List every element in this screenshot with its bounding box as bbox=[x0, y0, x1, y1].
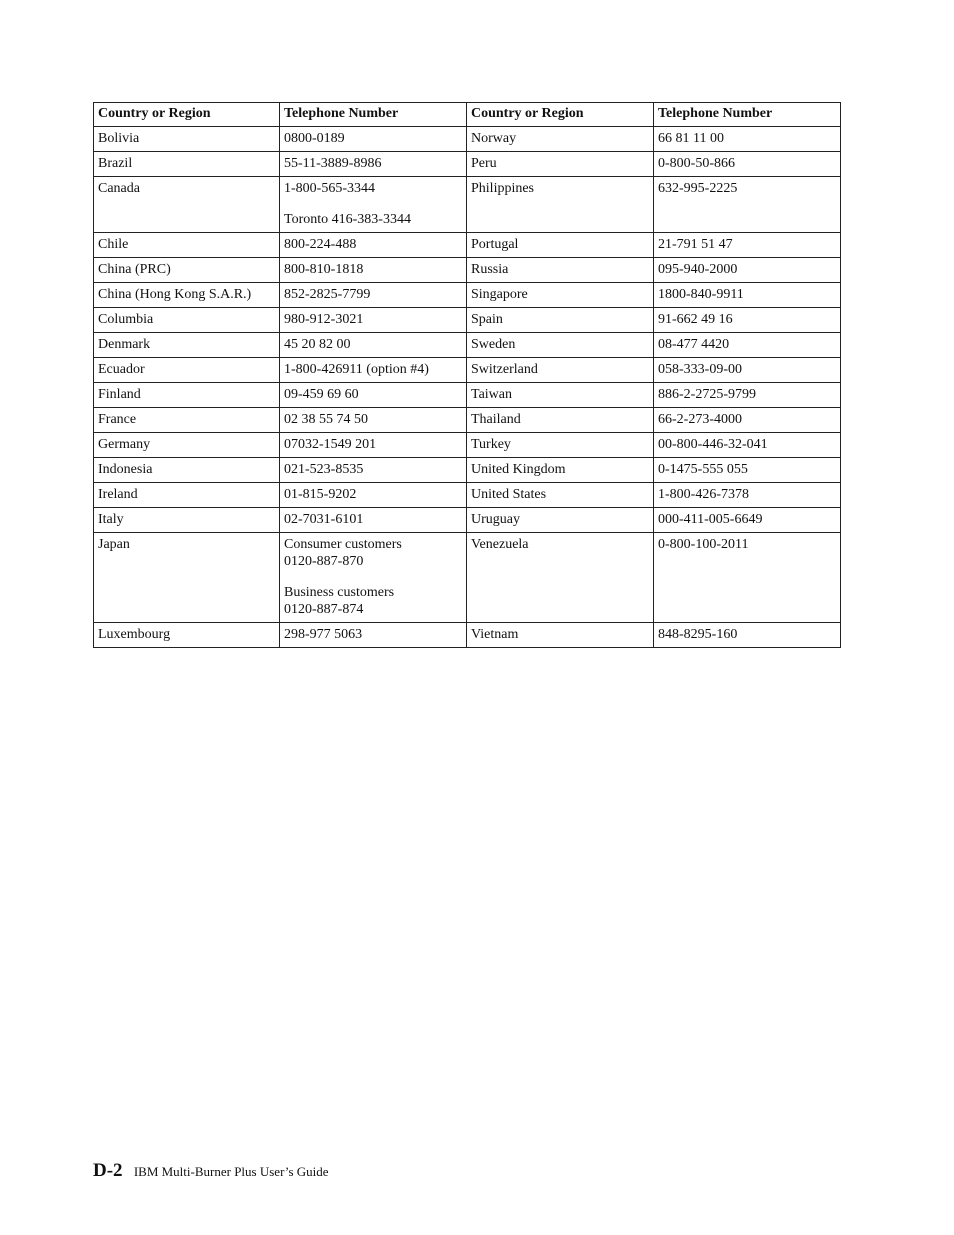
cell-text: Thailand bbox=[471, 412, 521, 427]
telephone-cell bbox=[280, 383, 467, 408]
cell-text: 00-800-446-32-041 bbox=[658, 437, 768, 452]
country-cell bbox=[467, 358, 654, 383]
telephone-cell bbox=[654, 283, 841, 308]
country-cell bbox=[467, 177, 654, 233]
country-cell bbox=[467, 127, 654, 152]
table-row bbox=[94, 408, 841, 433]
country-cell bbox=[94, 333, 280, 358]
cell-text: Business customers bbox=[284, 585, 395, 600]
header-telephone-right: Telephone Number bbox=[654, 103, 841, 127]
cell-text: Brazil bbox=[98, 156, 133, 171]
country-cell bbox=[467, 408, 654, 433]
cell-text: Japan bbox=[98, 537, 130, 552]
cell-text: 91-662 49 16 bbox=[658, 312, 733, 327]
telephone-cell bbox=[654, 358, 841, 383]
telephone-cell bbox=[654, 177, 841, 233]
header-country-right: Country or Region bbox=[467, 103, 654, 127]
cell-text: 07032-1549 201 bbox=[284, 437, 377, 452]
cell-text: 66 81 11 00 bbox=[658, 131, 724, 146]
cell-text: Russia bbox=[471, 262, 509, 277]
cell-text: Canada bbox=[98, 181, 140, 196]
cell-text: 298-977 5063 bbox=[284, 627, 363, 642]
table-row bbox=[94, 333, 841, 358]
telephone-cell bbox=[654, 623, 841, 648]
country-cell bbox=[467, 483, 654, 508]
table-row bbox=[94, 233, 841, 258]
cell-text: Germany bbox=[98, 437, 151, 452]
telephone-cell bbox=[654, 127, 841, 152]
cell-text: 1-800-426-7378 bbox=[658, 487, 749, 502]
cell-text: United States bbox=[471, 487, 547, 502]
country-cell bbox=[94, 508, 280, 533]
table-row bbox=[94, 483, 841, 508]
cell-text: 09-459 69 60 bbox=[284, 387, 359, 402]
cell-text: 800-224-488 bbox=[284, 237, 357, 252]
country-cell bbox=[467, 152, 654, 177]
table-row bbox=[94, 458, 841, 483]
country-cell bbox=[94, 283, 280, 308]
telephone-cell bbox=[280, 177, 467, 233]
cell-text: 0-800-50-866 bbox=[658, 156, 735, 171]
country-cell bbox=[94, 623, 280, 648]
cell-text: Switzerland bbox=[471, 362, 538, 377]
cell-text: 1800-840-9911 bbox=[658, 287, 744, 302]
table-row bbox=[94, 177, 841, 233]
cell-text: 45 20 82 00 bbox=[284, 337, 351, 352]
telephone-cell bbox=[280, 283, 467, 308]
document-title: IBM Multi-Burner Plus User’s Guide bbox=[133, 1164, 329, 1179]
country-cell bbox=[94, 533, 280, 623]
telephone-cell bbox=[654, 458, 841, 483]
country-cell bbox=[467, 508, 654, 533]
cell-text: 848-8295-160 bbox=[658, 627, 738, 642]
cell-text: 1-800-426911 (option #4) bbox=[284, 362, 429, 377]
telephone-cell bbox=[654, 308, 841, 333]
cell-text: Luxembourg bbox=[98, 627, 171, 642]
cell-text: Columbia bbox=[98, 312, 154, 327]
country-cell bbox=[467, 458, 654, 483]
phone-number-table bbox=[93, 102, 841, 648]
country-cell bbox=[467, 333, 654, 358]
cell-text: Philippines bbox=[471, 181, 535, 196]
cell-text: United Kingdom bbox=[471, 462, 566, 477]
telephone-cell bbox=[280, 308, 467, 333]
header-telephone-left: Telephone Number bbox=[280, 103, 467, 127]
cell-text: 852-2825-7799 bbox=[284, 287, 371, 302]
country-cell bbox=[94, 308, 280, 333]
cell-text: 08-477 4420 bbox=[658, 337, 730, 352]
cell-text: Finland bbox=[98, 387, 141, 402]
table-row bbox=[94, 533, 841, 623]
cell-text: 886-2-2725-9799 bbox=[658, 387, 756, 402]
telephone-cell bbox=[280, 152, 467, 177]
telephone-cell bbox=[280, 533, 467, 623]
cell-text: Peru bbox=[471, 156, 497, 171]
table-header-row bbox=[94, 103, 841, 127]
cell-text: 0800-0189 bbox=[284, 131, 345, 146]
cell-text: Bolivia bbox=[98, 131, 140, 146]
country-cell bbox=[467, 533, 654, 623]
country-cell bbox=[94, 433, 280, 458]
cell-text: 0-1475-555 055 bbox=[658, 462, 748, 477]
table-row bbox=[94, 358, 841, 383]
country-cell bbox=[467, 383, 654, 408]
country-cell bbox=[94, 233, 280, 258]
telephone-cell bbox=[280, 623, 467, 648]
telephone-cell bbox=[654, 483, 841, 508]
cell-text: Ecuador bbox=[98, 362, 145, 377]
country-cell bbox=[94, 383, 280, 408]
cell-text: 800-810-1818 bbox=[284, 262, 364, 277]
telephone-cell bbox=[280, 333, 467, 358]
telephone-cell bbox=[280, 233, 467, 258]
table-body bbox=[94, 127, 841, 648]
table-row bbox=[94, 283, 841, 308]
cell-text: 0120-887-874 bbox=[284, 602, 364, 617]
country-cell bbox=[94, 458, 280, 483]
telephone-cell bbox=[280, 358, 467, 383]
telephone-cell bbox=[654, 533, 841, 623]
cell-text: Singapore bbox=[471, 287, 528, 302]
telephone-cell bbox=[654, 333, 841, 358]
telephone-cell bbox=[654, 433, 841, 458]
table-row bbox=[94, 433, 841, 458]
telephone-cell bbox=[654, 408, 841, 433]
cell-text: 095-940-2000 bbox=[658, 262, 738, 277]
cell-text: 55-11-3889-8986 bbox=[284, 156, 382, 171]
country-cell bbox=[467, 433, 654, 458]
telephone-cell bbox=[280, 508, 467, 533]
telephone-cell bbox=[280, 127, 467, 152]
cell-text: 632-995-2225 bbox=[658, 181, 738, 196]
country-cell bbox=[94, 258, 280, 283]
cell-text: 21-791 51 47 bbox=[658, 237, 733, 252]
cell-text: 02-7031-6101 bbox=[284, 512, 364, 527]
cell-text: Toronto 416-383-3344 bbox=[284, 212, 411, 227]
table-row bbox=[94, 308, 841, 333]
country-cell bbox=[94, 152, 280, 177]
telephone-cell bbox=[280, 458, 467, 483]
country-cell bbox=[94, 483, 280, 508]
cell-text: Venezuela bbox=[471, 537, 529, 552]
table-row bbox=[94, 623, 841, 648]
cell-text: Consumer customers bbox=[284, 537, 402, 552]
cell-text: Italy bbox=[98, 512, 124, 527]
cell-text: 000-411-005-6649 bbox=[658, 512, 763, 527]
telephone-cell bbox=[654, 152, 841, 177]
country-cell bbox=[467, 258, 654, 283]
cell-text: Turkey bbox=[471, 437, 511, 452]
cell-text: Portugal bbox=[471, 237, 519, 252]
table-row bbox=[94, 152, 841, 177]
table-row bbox=[94, 127, 841, 152]
telephone-cell bbox=[654, 258, 841, 283]
country-cell bbox=[94, 177, 280, 233]
country-cell bbox=[467, 623, 654, 648]
cell-text: Sweden bbox=[471, 337, 516, 352]
cell-text: France bbox=[98, 412, 137, 427]
cell-text: Uruguay bbox=[471, 512, 520, 527]
cell-text: 1-800-565-3344 bbox=[284, 181, 375, 196]
cell-text: 01-815-9202 bbox=[284, 487, 357, 502]
country-cell bbox=[467, 308, 654, 333]
country-cell bbox=[94, 358, 280, 383]
table-row bbox=[94, 508, 841, 533]
cell-text: Vietnam bbox=[471, 627, 519, 642]
cell-text: 0-800-100-2011 bbox=[658, 537, 749, 552]
cell-text: Norway bbox=[471, 131, 517, 146]
page-number: D-2 bbox=[93, 1160, 123, 1181]
cell-text: 980-912-3021 bbox=[284, 312, 364, 327]
telephone-cell bbox=[654, 383, 841, 408]
cell-text: 02 38 55 74 50 bbox=[284, 412, 368, 427]
cell-text: China (Hong Kong S.A.R.) bbox=[98, 287, 252, 302]
country-cell bbox=[94, 408, 280, 433]
cell-text: Chile bbox=[98, 237, 129, 252]
telephone-cell bbox=[280, 408, 467, 433]
telephone-cell bbox=[654, 233, 841, 258]
cell-text: 0120-887-870 bbox=[284, 554, 364, 569]
header-country-left: Country or Region bbox=[94, 103, 280, 127]
country-cell bbox=[467, 283, 654, 308]
country-cell bbox=[467, 233, 654, 258]
cell-text: 66-2-273-4000 bbox=[658, 412, 742, 427]
page-footer bbox=[93, 1160, 329, 1182]
country-cell bbox=[94, 127, 280, 152]
cell-text: Indonesia bbox=[98, 462, 153, 477]
telephone-cell bbox=[280, 258, 467, 283]
table-row bbox=[94, 258, 841, 283]
cell-text: China (PRC) bbox=[98, 262, 171, 277]
table-row bbox=[94, 383, 841, 408]
telephone-cell bbox=[280, 433, 467, 458]
cell-text: Denmark bbox=[98, 337, 151, 352]
telephone-cell bbox=[280, 483, 467, 508]
cell-text: Spain bbox=[471, 312, 503, 327]
cell-text: 058-333-09-00 bbox=[658, 362, 742, 377]
telephone-cell bbox=[654, 508, 841, 533]
cell-text: Ireland bbox=[98, 487, 138, 502]
cell-text: 021-523-8535 bbox=[284, 462, 364, 477]
cell-text: Taiwan bbox=[471, 387, 513, 402]
